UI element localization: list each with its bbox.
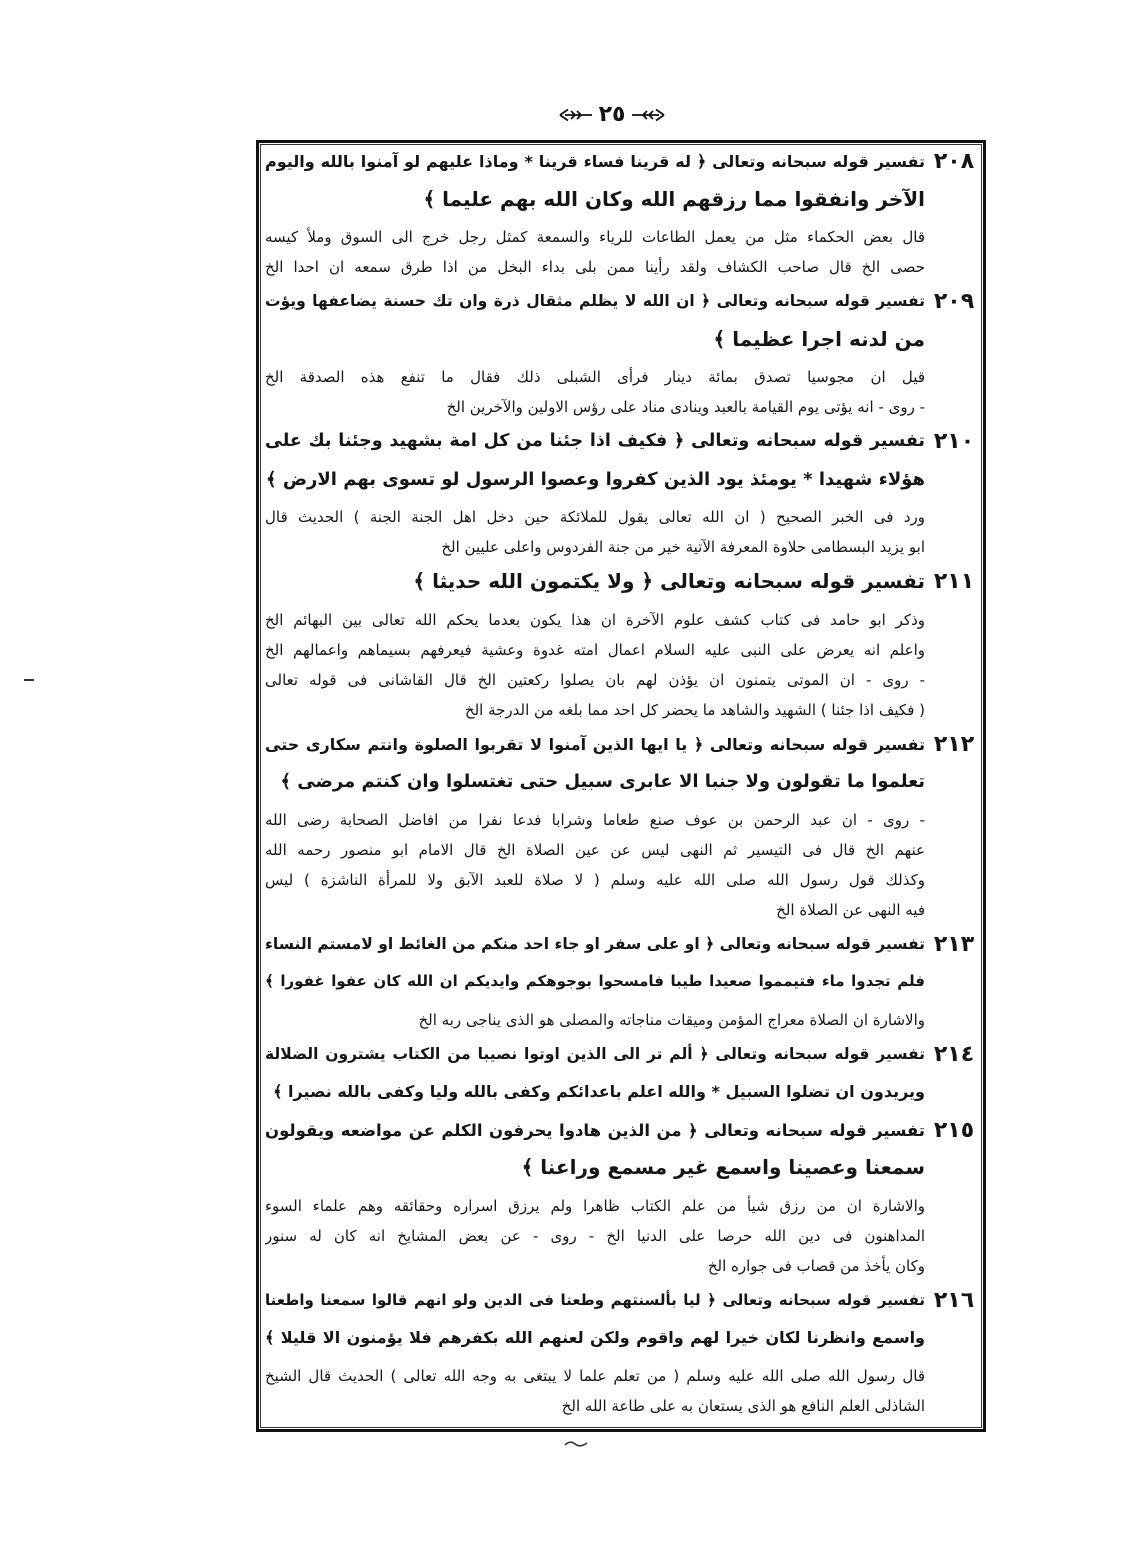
commentary-line: حصى الخ قال صاحب الكشاف ولقد رأينا ممن بلى بداء البخل من اذا طرق سمعه ان احدا الخ [265, 258, 925, 276]
verse-line: فلم تجدوا ماء فتيمموا صعيدا طيبا فامسحوا بوجوهكم وايديكم ان الله كان عفوا غفورا ﴾ [265, 972, 925, 990]
entry-210 [265, 423, 983, 562]
verse-line: تفسير قوله سبحانه وتعالى ﴿ ولا يكتمون الله حديثا ﴾ [413, 569, 925, 593]
bottom-ornament-icon [563, 1434, 589, 1453]
entry-208 [265, 143, 983, 282]
verse-line: تفسير قوله سبحانه وتعالى ﴿ له قرينا فساء قرينا * وماذا عليهم لو آمنوا بالله واليوم [265, 152, 925, 171]
commentary-line: والاشارة ان من رزق شيأ من علم الكتاب ظاهرا ولم يرزق اسراره وحقائقه وهم علماء السوء [265, 1196, 925, 1215]
commentary-line: قال بعض الحكماء مثل من يعمل الطاعات للرياء والسمعة كمثل رجل خرج الى السوق وملأ كيسه [265, 228, 925, 246]
commentary-line: عنهم الخ قال فى التيسير ثم النهى ليس عن عين الصلاة الخ قال الامام ابو منصور رحمه الله [265, 840, 925, 859]
commentary-block [265, 805, 925, 925]
margin-mark [24, 679, 34, 681]
commentary-line: وكان يأخذ من قصاب فى جواره الخ [707, 1256, 925, 1275]
entry-209 [265, 283, 983, 422]
commentary-block [265, 605, 925, 725]
verse-block [265, 143, 925, 218]
verse-line: تفسير قوله سبحانه وتعالى ﴿ ان الله لا يظلم مثقال ذرة وان تك حسنة يضاعفها ويؤت [265, 292, 925, 310]
entry-214 [265, 1036, 983, 1111]
commentary-line: - روى - ان عبد الرحمن بن عوف صنع طعاما وشرابا فدعا نفرا من افاضل الصحابة رضى الله [265, 810, 925, 829]
entry-211 [265, 563, 983, 725]
verse-block [265, 283, 925, 358]
entry-number: ٢١٣ [933, 931, 975, 957]
ornament-left-icon [559, 108, 593, 122]
verse-line: تفسير قوله سبحانه وتعالى ﴿ فكيف اذا جئنا من كل امة بشهيد وجئنا بك على [265, 431, 925, 451]
verse-block [265, 726, 925, 801]
verse-block [265, 563, 925, 601]
entry-number: ٢٠٨ [933, 149, 975, 174]
commentary-line: وذكر ابو حامد فى كتاب كشف علوم الآخرة ان هذا يكون بعدما يحكم الله تعالى بين البهائم الخ [265, 610, 925, 629]
commentary-line: ورد فى الخبر الصحيح ( ان الله تعالى يقول للملائكة حين دخل اهل الجنة الجنة ) الحديث قال [265, 508, 925, 526]
entry-number: ٢٠٩ [933, 289, 975, 314]
verse-line: تعلموا ما تقولون ولا جنبا الا عابرى سبيل حتى تغتسلوا وان كنتم مرضى ﴾ [280, 771, 925, 792]
commentary-block [265, 1005, 925, 1035]
verse-block [265, 423, 925, 498]
commentary-line: - روى - انه يؤتى يوم القيامة بالعبد وينادى مناد على رؤس الاولين والآخرين الخ [446, 398, 925, 416]
commentary-line: قيل ان مجوسيا تصدق بمائة دينار فرأى الشبلى ذلك فقال ما تنفع هذه الصدقة الخ [265, 368, 925, 386]
commentary-line: قال رسول الله صلى الله عليه وسلم ( من تعلم علما لا يبتغى به وجه الله تعالى ) الحديث قال الشيخ [265, 1366, 925, 1385]
commentary-line: واعلم انه يعرض على النبى عليه السلام اعمال امته غدوة وعشية فيعرفهم بسيماهم واعمالهم الخ [265, 640, 925, 659]
commentary-line: المداهنون فى دين الله حرصا على الدنيا الخ - روى - عن بعض المشايخ انه كان له سنور [265, 1226, 925, 1245]
commentary-block [265, 1361, 925, 1421]
entry-number: ٢١٤ [933, 1041, 975, 1067]
commentary-block [265, 502, 925, 562]
verse-block [265, 1112, 925, 1187]
page-number: ٢٥ [598, 102, 626, 127]
verse-line: تفسير قوله سبحانه وتعالى ﴿ ألم تر الى الذين اوتوا نصيبا من الكتاب يشترون الضلالة [265, 1044, 925, 1063]
verse-line: تفسير قوله سبحانه وتعالى ﴿ ليا بألسنتهم وطعنا فى الدين ولو انهم قالوا سمعنا واطعنا [265, 1290, 925, 1309]
commentary-line: فيه النهى عن الصلاة الخ [776, 900, 925, 919]
commentary-block [265, 362, 925, 422]
entry-number: ٢١٢ [933, 731, 975, 757]
verse-line: ويريدون ان تضلوا السبيل * والله اعلم باعدائكم وكفى بالله وليا وكفى بالله نصيرا ﴾ [273, 1082, 925, 1101]
commentary-line: ابو يزيد البسطامى حلاوة المعرفة الآتية خير من جنة الفردوس واعلى عليين الخ [441, 538, 925, 556]
text-frame [256, 140, 986, 1432]
commentary-block [265, 1191, 925, 1281]
verse-line: هؤلاء شهيدا * يومئذ يود الذين كفروا وعصوا الرسول لو تسوى بهم الارض ﴾ [266, 468, 925, 490]
verse-block [265, 1282, 925, 1357]
verse-line: تفسير قوله سبحانه وتعالى ﴿ من الذين هادوا يحرفون الكلم عن مواضعه ويقولون [265, 1120, 925, 1140]
verse-line: تفسير قوله سبحانه وتعالى ﴿ يا ايها الذين آمنوا لا تقربوا الصلوة وانتم سكارى حتى [265, 734, 925, 754]
verse-block [265, 926, 925, 1001]
verse-line: سمعنا وعصينا واسمع غير مسمع وراعنا ﴾ [521, 1155, 925, 1179]
commentary-line: وكذلك قول رسول الله صلى الله عليه وسلم ( لا صلاة للعبد الآبق ولا للمرأة الناشزة ) ليس [265, 870, 925, 889]
entry-215 [265, 1112, 983, 1281]
verse-line: الآخر وانفقوا مما رزقهم الله وكان الله بهم عليما ﴾ [423, 186, 925, 211]
commentary-line: ( فكيف اذا جئنا ) الشهيد والشاهد ما يحضر كل احد مما بلغه من الدرجة الخ [464, 700, 925, 719]
commentary-block [265, 222, 925, 282]
entries-list [265, 143, 983, 1422]
verse-line: تفسير قوله سبحانه وتعالى ﴿ او على سفر او جاء احد منكم من الغائط او لامستم النساء [265, 934, 925, 953]
entry-number: ٢١٦ [933, 1287, 975, 1313]
ornament-right-icon [631, 108, 665, 122]
verse-block [265, 1036, 925, 1111]
entry-216 [265, 1282, 983, 1421]
commentary-line: - روى - ان الموتى يتمنون ان يؤذن لهم بان يصلوا ركعتين الخ قال القاشانى فى قوله تعالى [265, 670, 925, 689]
entry-number: ٢١٠ [933, 429, 975, 454]
verse-line: واسمع وانظرنا لكان خيرا لهم واقوم ولكن لعنهم الله بكفرهم فلا يؤمنون الا قليلا ﴾ [265, 1328, 925, 1347]
commentary-line: والاشارة ان الصلاة معراج المؤمن وميقات مناجاته والمصلى هو الذى يناجى ربه الخ [418, 1010, 925, 1029]
verse-line: من لدنه اجرا عظيما ﴾ [713, 326, 925, 351]
entry-number: ٢١٥ [933, 1117, 975, 1143]
page-header [552, 100, 672, 130]
commentary-line: الشاذلى العلم النافع هو الذى يستعان به على طاعة الله الخ [561, 1396, 925, 1415]
entry-number: ٢١١ [933, 569, 975, 594]
entry-213 [265, 926, 983, 1035]
entry-212 [265, 726, 983, 925]
